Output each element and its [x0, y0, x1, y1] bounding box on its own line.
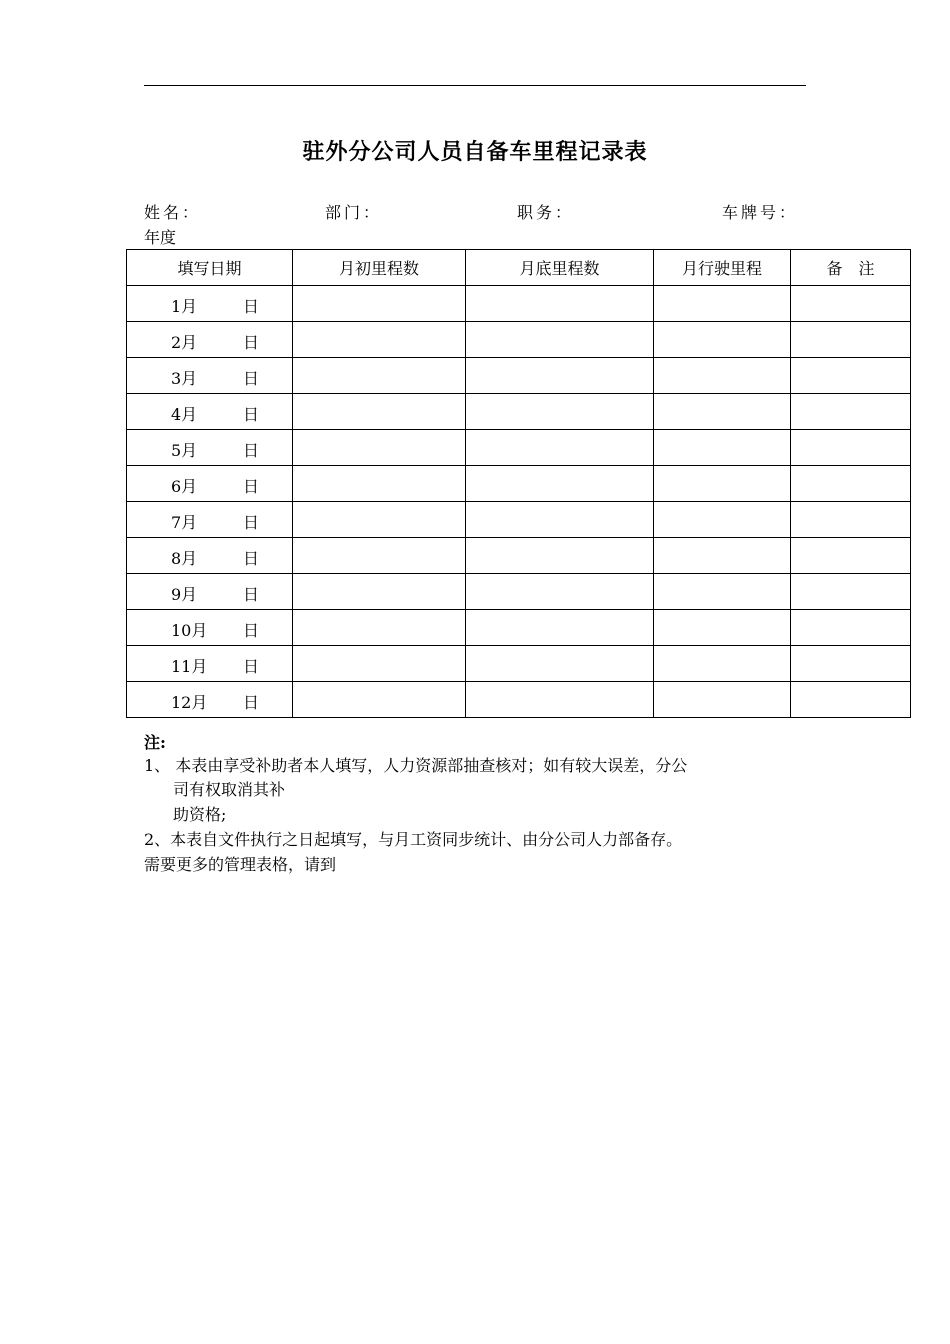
note-line-1-end: 助资格; [173, 805, 227, 824]
start-mileage-cell[interactable] [293, 610, 466, 646]
table-row [127, 502, 911, 538]
day-label: 日 [243, 693, 260, 712]
date-cell[interactable] [127, 286, 293, 322]
year-label: 年度 [144, 228, 177, 247]
month-label: 8月 [171, 549, 198, 568]
end-mileage-cell[interactable] [466, 430, 654, 466]
remarks-cell[interactable] [791, 394, 911, 430]
remarks-cell[interactable] [791, 502, 911, 538]
start-mileage-cell[interactable] [293, 394, 466, 430]
monthly-distance-cell[interactable] [654, 394, 791, 430]
table-row [127, 394, 911, 430]
date-cell[interactable] [127, 646, 293, 682]
end-mileage-cell[interactable] [466, 646, 654, 682]
header-start-mileage: 月初里程数 [293, 250, 466, 286]
day-label: 日 [243, 405, 260, 424]
day-label: 日 [243, 297, 260, 316]
start-mileage-cell[interactable] [293, 430, 466, 466]
note-line-2: 2、本表自文件执行之日起填写，与月工资同步统计、由分公司人力部备存。 [144, 830, 683, 849]
table-row [127, 538, 911, 574]
monthly-distance-cell[interactable] [654, 322, 791, 358]
header-end-mileage: 月底里程数 [466, 250, 654, 286]
table-row [127, 430, 911, 466]
remarks-cell[interactable] [791, 358, 911, 394]
month-label: 5月 [171, 441, 198, 460]
start-mileage-cell[interactable] [293, 286, 466, 322]
day-label: 日 [243, 513, 260, 532]
table-header-row [127, 250, 911, 286]
day-label: 日 [243, 477, 260, 496]
start-mileage-cell[interactable] [293, 682, 466, 718]
start-mileage-cell[interactable] [293, 358, 466, 394]
remarks-cell[interactable] [791, 322, 911, 358]
monthly-distance-cell[interactable] [654, 358, 791, 394]
end-mileage-cell[interactable] [466, 322, 654, 358]
table-row [127, 358, 911, 394]
date-cell[interactable] [127, 322, 293, 358]
start-mileage-cell[interactable] [293, 322, 466, 358]
month-label: 11月 [171, 657, 208, 676]
end-mileage-cell[interactable] [466, 286, 654, 322]
start-mileage-cell[interactable] [293, 646, 466, 682]
start-mileage-cell[interactable] [293, 538, 466, 574]
page-title: 驻外分公司人员自备车里程记录表 [302, 140, 648, 165]
table-row [127, 574, 911, 610]
remarks-cell[interactable] [791, 574, 911, 610]
monthly-distance-cell[interactable] [654, 286, 791, 322]
month-label: 9月 [171, 585, 198, 604]
date-cell[interactable] [127, 574, 293, 610]
date-cell[interactable] [127, 610, 293, 646]
day-label: 日 [243, 369, 260, 388]
remarks-cell[interactable] [791, 430, 911, 466]
date-cell[interactable] [127, 502, 293, 538]
note-line-3: 需要更多的管理表格，请到 [144, 855, 337, 874]
table-row [127, 286, 911, 322]
end-mileage-cell[interactable] [466, 466, 654, 502]
end-mileage-cell[interactable] [466, 682, 654, 718]
day-label: 日 [243, 549, 260, 568]
mileage-table [126, 249, 911, 718]
name-label: 姓名： [144, 203, 202, 222]
header-fill-date: 填写日期 [127, 250, 293, 286]
table-row [127, 682, 911, 718]
remarks-cell[interactable] [791, 466, 911, 502]
monthly-distance-cell[interactable] [654, 502, 791, 538]
date-cell[interactable] [127, 358, 293, 394]
end-mileage-cell[interactable] [466, 502, 654, 538]
date-cell[interactable] [127, 394, 293, 430]
day-label: 日 [243, 657, 260, 676]
date-cell[interactable] [127, 430, 293, 466]
date-cell[interactable] [127, 466, 293, 502]
date-cell[interactable] [127, 538, 293, 574]
monthly-distance-cell[interactable] [654, 610, 791, 646]
month-label: 12月 [171, 693, 208, 712]
position-label: 职务： [517, 203, 575, 222]
month-label: 7月 [171, 513, 198, 532]
end-mileage-cell[interactable] [466, 574, 654, 610]
table-row [127, 322, 911, 358]
start-mileage-cell[interactable] [293, 574, 466, 610]
table-row [127, 466, 911, 502]
monthly-distance-cell[interactable] [654, 538, 791, 574]
header-rule [144, 85, 806, 86]
day-label: 日 [243, 585, 260, 604]
monthly-distance-cell[interactable] [654, 574, 791, 610]
date-cell[interactable] [127, 682, 293, 718]
end-mileage-cell[interactable] [466, 610, 654, 646]
monthly-distance-cell[interactable] [654, 682, 791, 718]
day-label: 日 [243, 333, 260, 352]
month-label: 4月 [171, 405, 198, 424]
table-row [127, 646, 911, 682]
month-label: 2月 [171, 333, 198, 352]
month-label: 6月 [171, 477, 198, 496]
month-label: 1月 [171, 297, 198, 316]
remarks-cell[interactable] [791, 286, 911, 322]
remarks-cell[interactable] [791, 610, 911, 646]
day-label: 日 [243, 441, 260, 460]
end-mileage-cell[interactable] [466, 538, 654, 574]
department-label: 部门： [325, 203, 383, 222]
header-remarks: 备 注 [791, 250, 911, 286]
notes-heading: 注: [144, 733, 166, 752]
end-mileage-cell[interactable] [466, 358, 654, 394]
table-row [127, 610, 911, 646]
note-line-1: 1、 本表由享受补助者本人填写，人力资源部抽查核对；如有较大误差，分公 [144, 756, 688, 775]
monthly-distance-cell[interactable] [654, 646, 791, 682]
header-monthly-distance: 月行驶里程 [654, 250, 791, 286]
end-mileage-cell[interactable] [466, 394, 654, 430]
day-label: 日 [243, 621, 260, 640]
remarks-cell[interactable] [791, 538, 911, 574]
remarks-cell[interactable] [791, 682, 911, 718]
start-mileage-cell[interactable] [293, 502, 466, 538]
note-line-1-cont: 司有权取消其补 [173, 780, 286, 799]
monthly-distance-cell[interactable] [654, 466, 791, 502]
remarks-cell[interactable] [791, 646, 911, 682]
monthly-distance-cell[interactable] [654, 430, 791, 466]
month-label: 10月 [171, 621, 208, 640]
month-label: 3月 [171, 369, 198, 388]
start-mileage-cell[interactable] [293, 466, 466, 502]
plate-number-label: 车牌号： [722, 203, 799, 222]
